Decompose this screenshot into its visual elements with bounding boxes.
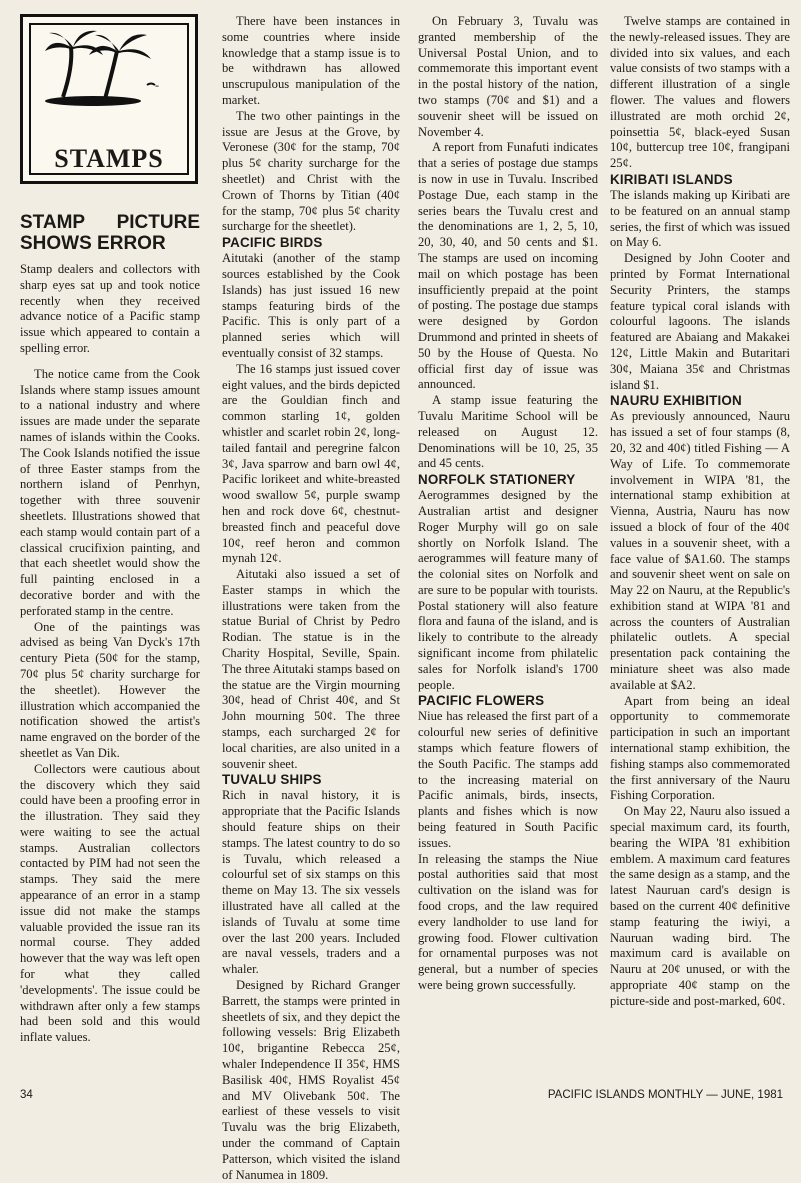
stamps-logo xyxy=(20,14,198,184)
paragraph: Twelve stamps are contained in the newly-released issues. They are divided into six values, and each value consists of two stamps with a different illustration of a single flower. The values and flowers illustrated are moth orchid 2¢, poinsettia 5¢, black-eyed Susan 10¢, buttercup tree 10¢, frangipani 25¢. xyxy=(610,14,790,171)
paragraph: Apart from being an ideal opportunity to commemorate participation in such an important international stamp exhibition, the fishing stamps also commemorated the first anniversary of the Nauru Fishing Corporation. xyxy=(610,693,790,803)
section-heading-tuvalu-ships: TUVALU SHIPS xyxy=(222,772,322,788)
paragraph: Designed by John Cooter and printed by Format International Security Printers, the stamps feature typical coral islands with colourful lagoons. The islands featured are Abaiang and Makakei 12¢, Little Makin and Butaritari 30¢, Maiana 35¢ and Christmas island $1. xyxy=(610,251,790,392)
publication-line: PACIFIC ISLANDS MONTHLY — JUNE, 1981 xyxy=(547,1089,783,1101)
column-1 xyxy=(20,14,200,1046)
section-heading-norfolk-stationery: NORFOLK STATIONERY xyxy=(418,472,576,488)
paragraph: Stamp dealers and collectors with sharp eyes sat up and took notice recently when they received advance notice of a Pacific stamp issue which appeared to contain a spelling error. xyxy=(20,262,200,355)
paragraph: The islands making up Kiribati are to be featured on an annual stamp series, the first of which was issued on May 6. xyxy=(610,187,790,250)
stamps-logo-word: STAMPS xyxy=(54,144,164,174)
column-4 xyxy=(610,14,790,1010)
section-heading-kiribati-islands: KIRIBATI ISLANDS xyxy=(610,171,733,187)
column-3 xyxy=(418,14,598,994)
paragraph: A report from Funafuti indicates that a series of postage due stamps is now in use in Tuvalu. Inscribed Postage Due, each stamp in the series bears the Tuvalu crest and the denominations are 1, 2, 5, 10, 20, 30, 40, and 50 cents and $1. The stamps are used on incoming mail on which postage has been insufficiently prepaid at the point of posting. The postage due stamps were designed by Gordon Drummond and printed in sheets of 50 by the House of Questa. No official first day of issue was announced. xyxy=(418,140,598,392)
paragraph: Aitutaki also issued a set of Easter stamps in which the illustrations were taken from the statue Burial of Christ by Pedro Rodian. The statue is in the Charity Hospital, Seville, Spain. The three Aitutaki stamps based on the statue are the Virgin mourning 30¢, head of Christ 40¢, and St John mourning 50¢. The three stamps, each surcharged 2¢ for local charities, are also united in a souvenir sheet. xyxy=(222,567,400,771)
page-number: 34 xyxy=(20,1089,33,1101)
paragraph: Collectors were cautious about the discovery which they said could have been a proofing error in the illustration. They said they were waiting to see the actual stamps. Australian collectors contacted by PIM had not seen the stamps. They said the mere appearance of an error in a stamp issue did not make the stamps valuable provided the issue ran its normal course. They added however that the way was left open for what they called 'developments'. The issue could be withdrawn after only a few stamps had been sold and this would inflate values. xyxy=(20,761,200,1045)
paragraph: On February 3, Tuvalu was granted membership of the Universal Postal Union, and to commemorate this important event in the postal history of the nation, two stamps (70¢ and $1) and a souvenir sheet will be issued on November 4. xyxy=(418,14,598,139)
paragraph: Designed by Richard Granger Barrett, the stamps were printed in sheetlets of six, and they depict the following vessels: Brig Elizabeth 10¢, brigantine Rebecca 25¢, whaler Independence II 35¢, HMS Basilisk 40¢, HMS Royalist 45¢ and MV Olivebank 50¢. The earliest of these vessels to visit Tuvalu was the brig Elizabeth, under the command of Captain Patterson, which visited the island of Nanumea in 1809. xyxy=(222,978,400,1182)
paragraph: The 16 stamps just issued cover eight values, and the birds depicted are the Gouldian finch and common starling 1¢, golden whistler and scarlet robin 2¢, long-tailed fantail and peregrine falcon 3¢, Java sparrow and barn owl 4¢, Pacific lorikeet and white-breasted wood swallow 5¢, purple swamp hen and rock dove 6¢, chestnut-breasted finch and peaceful dove 10¢, reef heron and common mynah 12¢. xyxy=(222,361,400,566)
paragraph: Rich in naval history, it is appropriate that the Pacific Islands should feature ships on their stamps. The latest country to do so is Tuvalu, which released a colourful set of six stamps on this theme on May 13. The six vessels illustrated have all called at the islands of Tuvalu at some time over the last 200 years. Included are naval vessels, traders and a whaler. xyxy=(222,788,400,977)
column-2 xyxy=(222,14,400,1183)
article-headline: STAMP PICTURE SHOWS ERROR xyxy=(20,212,200,254)
paragraph: The notice came from the Cook Islands where stamp issues amount to a national industry and where issues are made under the separate names of islands within the Cooks. The Cook Islands notified the issue of three Easter stamps from the northern island of Penrhyn, together with three souvenir sheetlets. Illustrations showed that each stamp would contain part of a classical crucifixion painting, and that each sheetlet would show the full painting enclosed in a decorative border and with the perforated stamp in the centre. xyxy=(20,366,200,618)
paragraph: There have been instances in some countries where inside knowledge that a stamp issue is to be withdrawn has allowed unscrupulous manipulation of the market. xyxy=(222,14,400,107)
section-heading-pacific-flowers: PACIFIC FLOWERS xyxy=(418,693,545,709)
paragraph: Aitutaki (another of the stamp sources established by the Cook Islands) has just issued 16 new stamps featuring birds of the Pacific. This is only part of a planned series which will eventually consist of 32 stamps. xyxy=(222,251,400,360)
paragraph: As previously announced, Nauru has issued a set of four stamps (8, 20, 32 and 40¢) titled Fishing — A Way of Life. To commemorate involvement in WIPA '81, the international stamp exhibition at Vienna, Austria, Nauru has now issued a block of four of the 40¢ values in a souvenir sheet, with a face value of $A1.60. The stamps and souvenir sheet went on sale on May 22 on Nauru, at the Republic's exhibition stand at WIPA '81 and across the counters of Australian philatelic outlets. A special presentation pack containing the miniature sheet was also made available at $A2. xyxy=(610,409,790,692)
paragraph: One of the paintings was advised as being Van Dyck's 17th century Pieta (50¢ for the stamp, 70¢ plus 5¢ charity surcharge for the sheetlet). However the illustration which accompanied the notification showed the artist's name engraved on the border of the sheetlet as Van Dik. xyxy=(20,619,200,760)
paragraph: Aerogrammes designed by the Australian artist and designer Roger Murphy will go on sale shortly on Norfolk Island. The aerogrammes will feature many of the colonial sites on Norfolk and are sure to be popular with tourists. Postal stationery will also feature flora and fauna of the island, and is likely to contribute to the already significant income from philatelic sales for Norfolk island's 1700 people. xyxy=(418,488,598,692)
paragraph: Niue has released the first part of a colourful new series of definitive stamps which feature flowers of the South Pacific. The stamps add to the increasing material on Pacific animals, birds, insects, plants and fishes which is now being featured in South Pacific issues. xyxy=(418,709,598,850)
palm-island-icon xyxy=(43,27,173,107)
section-heading-pacific-birds: PACIFIC BIRDS xyxy=(222,235,323,251)
paragraph: In releasing the stamps the Niue postal authorities said that most cultivation on the island was for food crops, and the law required every landholder to use land for growing food. Flower cultivation for ornamental purposes was not general, but a number of species were being grown successfully. xyxy=(418,851,598,993)
paragraph: A stamp issue featuring the Tuvalu Maritime School will be released on August 12. Denominations will be 10, 25, 35 and 45 cents. xyxy=(418,393,598,471)
svg-text:-: - xyxy=(155,78,159,92)
paragraph: On May 22, Nauru also issued a special maximum card, its fourth, bearing the WIPA '81 exhibition emblem. A maximum card features the same design as a stamp, and the latest Nauruan card's design is based on the current 40¢ definitive stamp featuring the iwiyi, a Nauruan wading bird. The maximum card is available on Nauru at 20¢ unused, or with the appropriate 40¢ stamp on the picture-side and post-marked, 60¢. xyxy=(610,804,790,1008)
paragraph: The two other paintings in the issue are Jesus at the Grove, by Veronese (30¢ for the stamp, 70¢ plus 5¢ charity surcharge for the sheetlet) and Christ with the Crown of Thorns by Titian (40¢ for the stamp, 70¢ plus 5¢ charity surcharge for the sheetlet). xyxy=(222,108,400,234)
section-heading-nauru-exhibition: NAURU EXHIBITION xyxy=(610,393,742,409)
